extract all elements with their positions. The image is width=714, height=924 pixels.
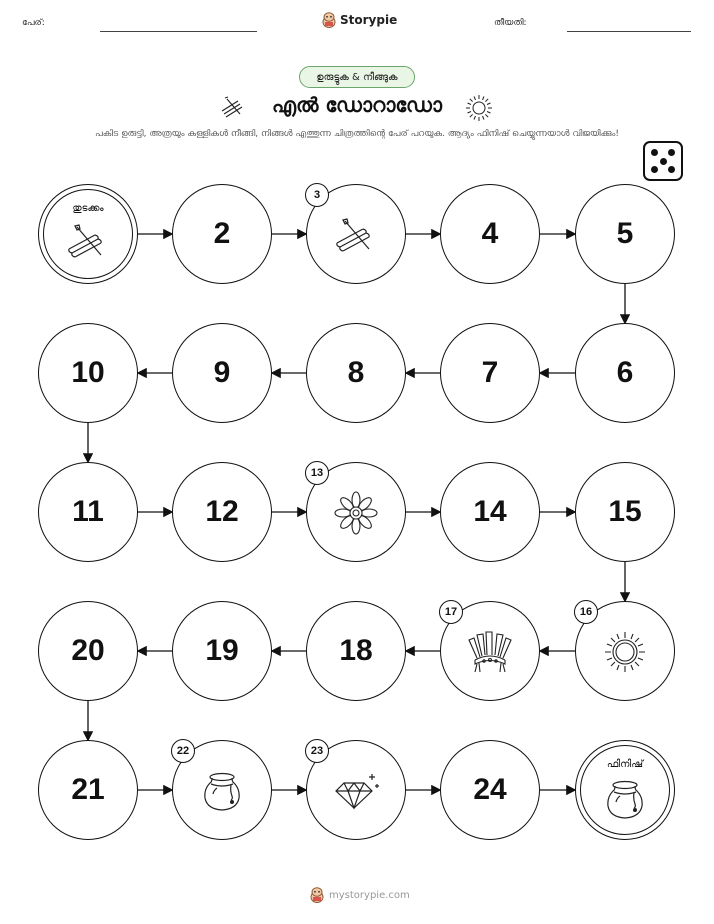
cell-number-badge: 23: [305, 739, 329, 763]
cell-number-badge: 17: [439, 600, 463, 624]
cell-number: 14: [473, 495, 507, 528]
cell-number: 8: [347, 356, 365, 389]
board-cell[interactable]: [172, 184, 272, 284]
game-title: എൽ ഡോറാഡോ: [272, 93, 442, 117]
game-tag-text: ഉരുട്ടുക & നീങ്ങുക: [316, 71, 398, 83]
board-cell[interactable]: [306, 601, 406, 701]
board-cell[interactable]: [575, 462, 675, 562]
honey-pot-icon: [604, 777, 646, 825]
cell-number: 21: [71, 773, 105, 806]
cell-number: 6: [616, 356, 634, 389]
board-cell[interactable]: [440, 184, 540, 284]
board-cell[interactable]: [306, 184, 406, 284]
instructions: പകിട ഉരുട്ടി, അത്രയും കള്ളികൾ നീങ്ങി, നിങ്ങൾ എത്തുന്ന ചിത്രത്തിന്റെ പേര് പറയുക. ആദ്യം ഫിനിഷ് ചെയ്യുന്നയാൾ വിജയിക്കും!: [95, 129, 619, 139]
board-cell[interactable]: [440, 740, 540, 840]
board-cell[interactable]: [306, 462, 406, 562]
start-cell[interactable]: [38, 184, 138, 284]
board-cell[interactable]: [38, 740, 138, 840]
board-cell[interactable]: [575, 323, 675, 423]
board-cell[interactable]: [306, 740, 406, 840]
board-cell[interactable]: [172, 740, 272, 840]
cell-number: 7: [481, 356, 499, 389]
name-label: പേര്:: [22, 18, 45, 28]
diamond-icon: [332, 771, 380, 815]
board-cell[interactable]: [440, 601, 540, 701]
cell-number: 24: [473, 773, 507, 806]
board-cell[interactable]: [172, 323, 272, 423]
sun-icon: [602, 629, 648, 679]
board-cell[interactable]: [440, 462, 540, 562]
date-label: തീയതി:: [494, 18, 527, 28]
cell-label: ഫിനിഷ്: [606, 759, 644, 770]
raft-icon: [333, 215, 379, 259]
cell-number: 2: [213, 217, 231, 250]
board-cell[interactable]: [38, 462, 138, 562]
board-cell[interactable]: [38, 323, 138, 423]
cell-number-badge: 13: [305, 461, 329, 485]
cell-number: 18: [339, 634, 373, 667]
cell-number-badge: 3: [305, 183, 329, 207]
cell-number: 20: [71, 634, 105, 667]
board-cell[interactable]: [440, 323, 540, 423]
cell-number: 11: [72, 495, 104, 528]
mascot-icon: [310, 887, 324, 903]
cell-label: തുടക്കം: [72, 203, 104, 214]
footer: [310, 887, 410, 903]
cell-number: 10: [71, 356, 105, 389]
footer-url: mystorypie.com: [329, 889, 410, 901]
board-cell[interactable]: [38, 601, 138, 701]
finish-cell[interactable]: [575, 740, 675, 840]
honey-pot-icon: [201, 769, 243, 817]
headdress-icon: [465, 630, 515, 678]
cell-number: 12: [205, 495, 239, 528]
brand-name: Storypie: [340, 13, 398, 27]
raft-icon: [65, 221, 111, 265]
cell-number: 5: [616, 217, 634, 250]
cell-number: 4: [481, 217, 499, 250]
flower-icon: [334, 491, 378, 539]
board-cell[interactable]: [172, 462, 272, 562]
cell-number: 19: [205, 634, 239, 667]
cell-number-badge: 22: [171, 739, 195, 763]
cell-number: 9: [213, 356, 231, 389]
cell-number-badge: 16: [574, 600, 598, 624]
board-cell[interactable]: [172, 601, 272, 701]
board-cell[interactable]: [306, 323, 406, 423]
board-cell[interactable]: [575, 601, 675, 701]
board-cell[interactable]: [575, 184, 675, 284]
cell-number: 15: [608, 495, 642, 528]
